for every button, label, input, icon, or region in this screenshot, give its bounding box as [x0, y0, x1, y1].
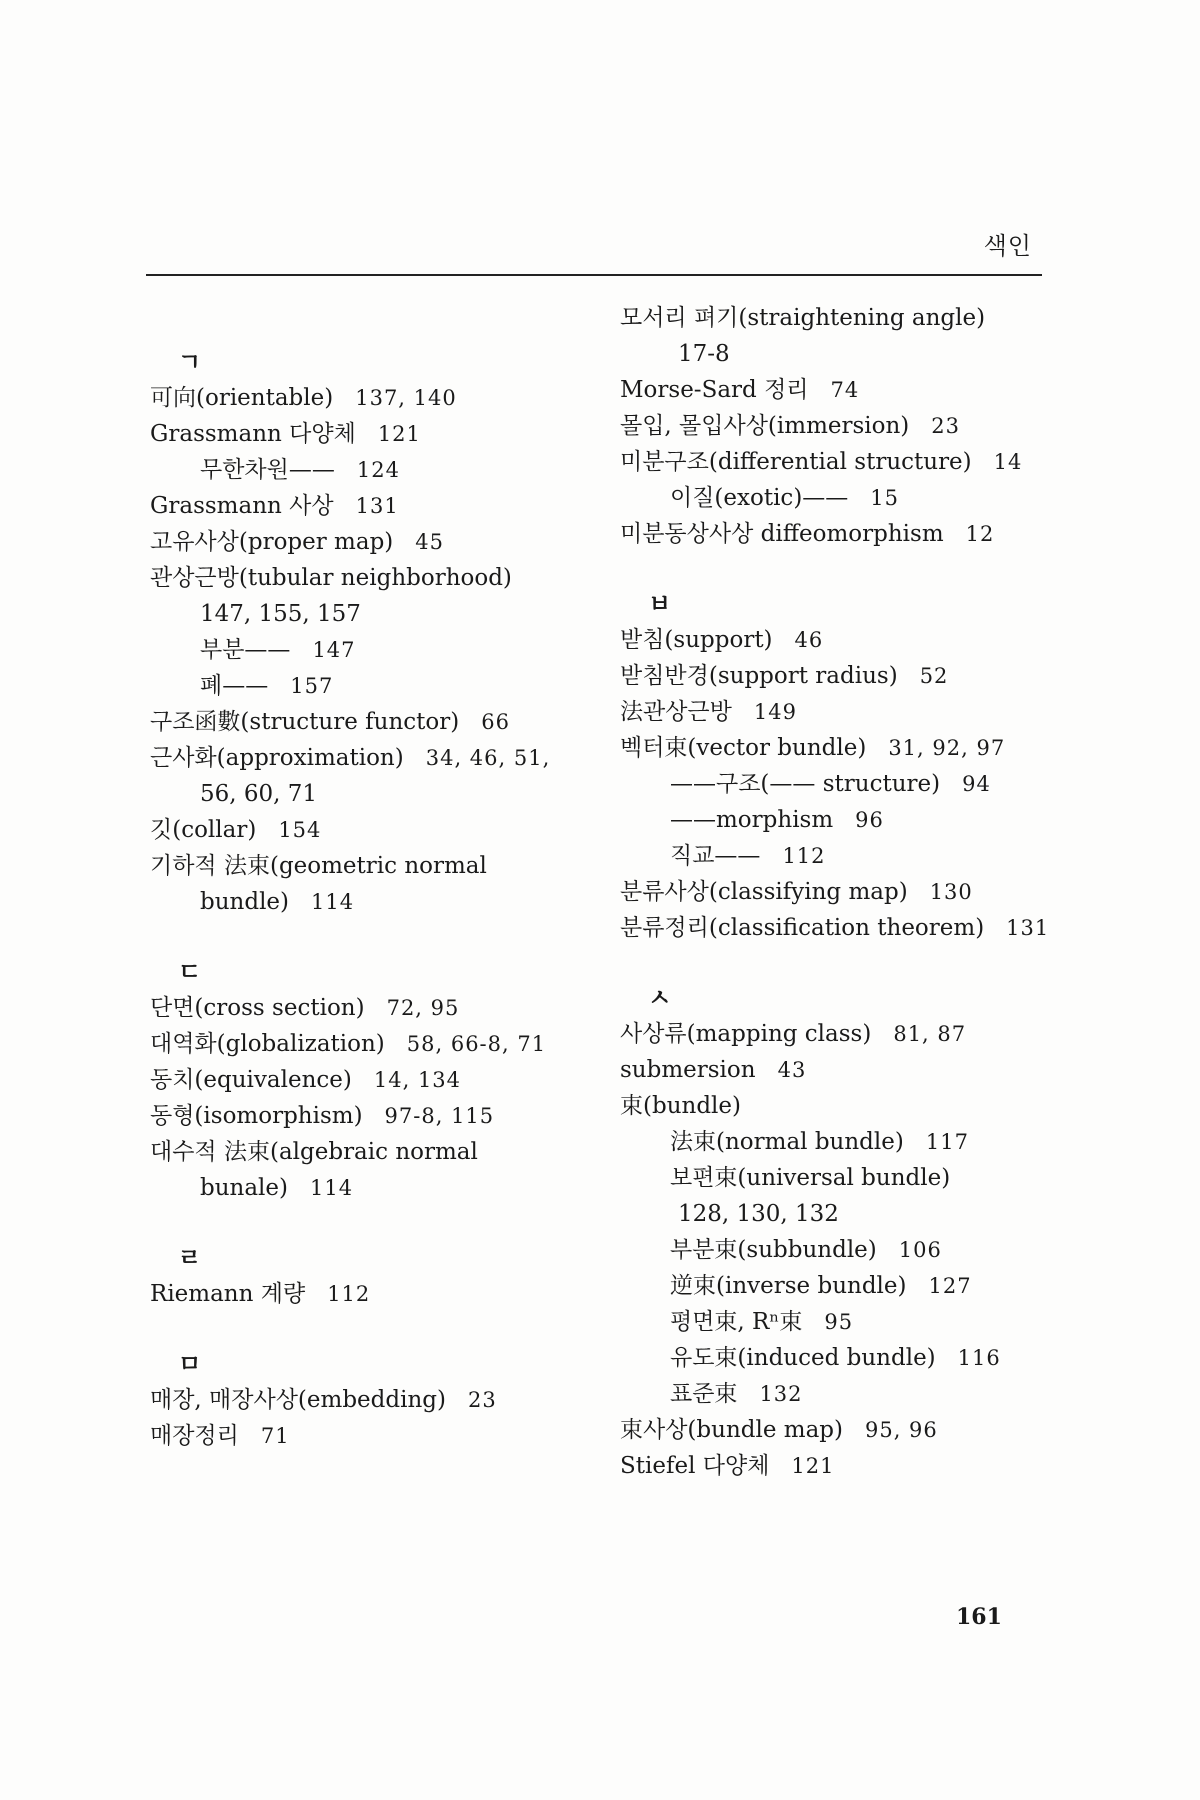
index-entry	[150, 1418, 580, 1454]
index-group-heading: ㄹ	[178, 1243, 202, 1272]
index-term: 받침반경(support radius)	[620, 663, 898, 689]
index-term: 56, 60, 71	[200, 781, 318, 807]
index-term: 부분束(subbundle)	[670, 1237, 877, 1263]
page-number: 161	[956, 1604, 1002, 1630]
index-pages: 15	[870, 486, 900, 510]
index-term: submersion	[620, 1057, 756, 1083]
index-term: 폐——	[200, 673, 269, 699]
index-term: 보편束(universal bundle)	[670, 1165, 951, 1191]
index-entry	[620, 1196, 1050, 1232]
index-term: 대수적 法束(algebraic normal	[150, 1139, 478, 1165]
index-entry	[620, 910, 1050, 946]
index-term: ——구조(—— structure)	[670, 771, 941, 797]
index-group-heading: ㅂ	[648, 589, 672, 618]
index-term: 몰입, 몰입사상(immersion)	[620, 413, 910, 439]
index-term: 可向(orientable)	[150, 385, 334, 411]
index-term: 法束(normal bundle)	[670, 1129, 904, 1155]
index-pages: 95	[824, 1310, 854, 1334]
index-entry	[150, 560, 580, 596]
index-term: 고유사상(proper map)	[150, 529, 394, 555]
index-pages: 132	[759, 1382, 803, 1406]
index-term: 147, 155, 157	[200, 601, 361, 627]
index-term: 사상류(mapping class)	[620, 1021, 872, 1047]
index-entry	[620, 874, 1050, 910]
index-term: 유도束(induced bundle)	[670, 1345, 936, 1371]
index-pages: 117	[925, 1130, 969, 1154]
index-entry	[620, 1016, 1050, 1052]
index-entry	[620, 1376, 1050, 1412]
index-term: 束(bundle)	[620, 1093, 741, 1119]
index-pages: 96	[855, 808, 884, 832]
index-entry	[150, 380, 580, 416]
index-term: ——morphism	[670, 807, 834, 833]
index-pages: 46	[794, 628, 824, 652]
index-entry	[620, 1088, 1050, 1124]
index-term: 단면(cross section)	[150, 995, 365, 1021]
index-entry	[150, 524, 580, 560]
index-term: 구조函數(structure functor)	[150, 709, 460, 735]
index-entry	[620, 838, 1050, 874]
index-term: 부분——	[200, 637, 291, 663]
index-entry	[150, 632, 580, 668]
index-entry	[620, 300, 1050, 336]
index-entry	[150, 704, 580, 740]
index-entry	[620, 766, 1050, 802]
index-pages: 97-8, 115	[384, 1104, 495, 1128]
index-term: 미분구조(differential structure)	[620, 449, 972, 475]
index-entry	[150, 668, 580, 704]
index-pages: 58, 66-8, 71	[406, 1032, 547, 1056]
index-group-heading: ㄷ	[178, 957, 202, 986]
index-pages: 121	[377, 422, 421, 446]
index-term: 미분동상사상 diffeomorphism	[620, 521, 944, 547]
index-pages: 116	[957, 1346, 1001, 1370]
index-term: 직교——	[670, 843, 761, 869]
index-entry	[150, 596, 580, 632]
index-pages: 72, 95	[386, 996, 460, 1020]
index-term: 무한차원——	[200, 457, 335, 483]
index-entry	[620, 1448, 1050, 1484]
index-term: 모서리 펴기(straightening angle)	[620, 305, 986, 331]
index-entry	[620, 444, 1050, 480]
index-entry	[620, 1268, 1050, 1304]
index-term: 받침(support)	[620, 627, 773, 653]
index-term: 매장, 매장사상(embedding)	[150, 1387, 446, 1413]
index-pages: 127	[928, 1274, 972, 1298]
index-term: 깃(collar)	[150, 817, 257, 843]
index-pages: 31, 92, 97	[888, 736, 1006, 760]
index-pages: 106	[898, 1238, 942, 1262]
index-entry	[620, 802, 1050, 838]
index-pages: 14, 134	[373, 1068, 462, 1092]
index-entry	[150, 452, 580, 488]
index-pages: 43	[777, 1058, 807, 1082]
index-pages: 112	[327, 1282, 371, 1306]
index-entry	[150, 1134, 580, 1170]
index-pages: 121	[791, 1454, 835, 1478]
index-term: bundle)	[200, 889, 290, 915]
index-group-heading: ㅁ	[178, 1349, 202, 1378]
index-pages: 12	[965, 522, 995, 546]
index-entry	[150, 1062, 580, 1098]
index-term: Grassmann 사상	[150, 493, 334, 519]
index-term: 기하적 法束(geometric normal	[150, 853, 487, 879]
index-group-heading: ㅅ	[648, 983, 672, 1012]
index-entry	[150, 776, 580, 812]
index-pages: 137, 140	[355, 386, 457, 410]
index-term: Stiefel 다양체	[620, 1453, 770, 1479]
header-rule	[146, 274, 1042, 276]
index-term: bunale)	[200, 1175, 289, 1201]
index-entry	[150, 1170, 580, 1206]
index-entry	[150, 884, 580, 920]
index-term: 17-8	[678, 341, 730, 367]
index-pages: 23	[931, 414, 961, 438]
index-entry	[620, 1052, 1050, 1088]
index-entry	[150, 740, 580, 776]
index-group-heading: ㄱ	[178, 347, 202, 376]
page-header-title: 색인	[983, 232, 1032, 260]
index-pages: 71	[260, 1424, 290, 1448]
index-term: 동치(equivalence)	[150, 1067, 352, 1093]
index-term: 法관상근방	[620, 699, 732, 725]
index-pages: 149	[753, 700, 797, 724]
index-pages: 124	[356, 458, 400, 482]
index-entry	[620, 480, 1050, 516]
index-term: Grassmann 다양체	[150, 421, 356, 447]
index-pages: 157	[290, 674, 334, 698]
index-term: Morse-Sard 정리	[620, 377, 809, 403]
index-pages: 52	[919, 664, 949, 688]
index-entry	[150, 416, 580, 452]
index-entry	[620, 516, 1050, 552]
index-entry	[150, 488, 580, 524]
index-entry	[620, 1304, 1050, 1340]
index-pages: 74	[830, 378, 860, 402]
index-entry	[620, 622, 1050, 658]
index-entry	[620, 658, 1050, 694]
index-entry	[620, 1412, 1050, 1448]
index-entry	[620, 1124, 1050, 1160]
index-pages: 131	[355, 494, 399, 518]
index-pages: 130	[929, 880, 973, 904]
index-term: 逆束(inverse bundle)	[670, 1273, 907, 1299]
index-entry	[150, 1026, 580, 1062]
index-pages: 14	[993, 450, 1023, 474]
index-term: Riemann 계량	[150, 1281, 306, 1307]
index-pages: 66	[481, 710, 510, 734]
index-pages: 147	[312, 638, 356, 662]
index-entry	[150, 848, 580, 884]
index-term: 매장정리	[150, 1423, 239, 1449]
index-entry	[150, 990, 580, 1026]
index-entry	[150, 1382, 580, 1418]
index-column-left	[150, 300, 580, 1454]
index-pages: 114	[311, 890, 355, 914]
index-pages: 112	[782, 844, 826, 868]
index-term: 분류사상(classifying map)	[620, 879, 908, 905]
index-term: 근사화(approximation)	[150, 745, 404, 771]
index-entry	[150, 812, 580, 848]
index-term: 표준束	[670, 1381, 738, 1407]
index-entry	[620, 694, 1050, 730]
index-entry	[620, 730, 1050, 766]
index-entry	[620, 372, 1050, 408]
index-pages: 131	[1006, 916, 1050, 940]
index-entry	[620, 1340, 1050, 1376]
index-pages: 94	[962, 772, 991, 796]
index-pages: 34, 46, 51,	[425, 746, 551, 770]
index-entry	[620, 336, 1050, 372]
index-pages: 154	[278, 818, 322, 842]
index-term: 평면束, Rⁿ束	[670, 1309, 803, 1335]
index-pages: 95, 96	[864, 1418, 938, 1442]
index-term: 분류정리(classification theorem)	[620, 915, 985, 941]
index-entry	[620, 1232, 1050, 1268]
index-pages: 23	[467, 1388, 497, 1412]
index-column-right	[620, 300, 1050, 1484]
index-term: 관상근방(tubular neighborhood)	[150, 565, 512, 591]
index-entry	[620, 408, 1050, 444]
index-entry	[150, 1098, 580, 1134]
index-pages: 81, 87	[893, 1022, 967, 1046]
index-term: 동형(isomorphism)	[150, 1103, 363, 1129]
index-entry	[620, 1160, 1050, 1196]
index-pages: 114	[310, 1176, 354, 1200]
index-pages: 45	[415, 530, 445, 554]
index-term: 이질(exotic)——	[670, 485, 849, 511]
index-entry	[150, 1276, 580, 1312]
index-term: 128, 130, 132	[678, 1201, 839, 1227]
index-term: 束사상(bundle map)	[620, 1417, 843, 1443]
index-term: 벡터束(vector bundle)	[620, 735, 867, 761]
index-term: 대역화(globalization)	[150, 1031, 385, 1057]
